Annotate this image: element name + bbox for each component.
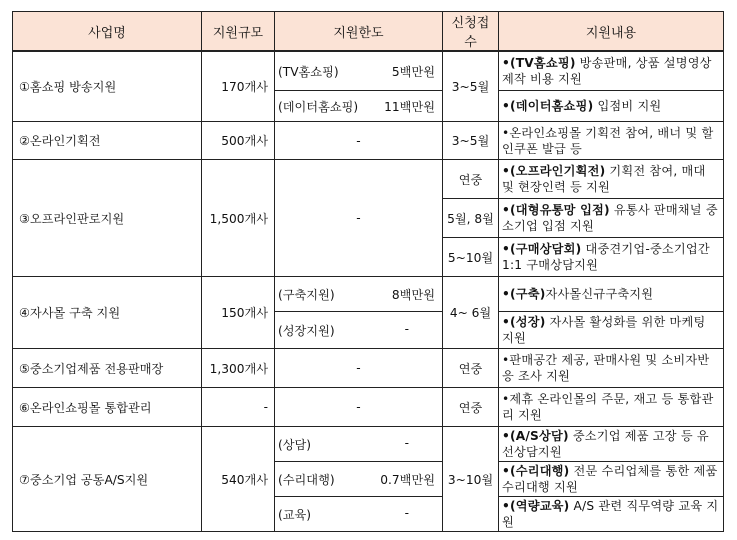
application-period: 3~5월 — [443, 51, 499, 122]
application-period: 연중 — [443, 349, 499, 388]
limit-amount: 0.7백만원 — [380, 472, 435, 487]
limit-type: (성장지원) — [278, 323, 335, 338]
content-cell — [499, 160, 724, 199]
limit-amount: - — [404, 321, 409, 336]
content-text: 기획전 참여, 매대 및 현장인력 등 지원 — [502, 164, 706, 194]
program-scale: - — [202, 388, 275, 427]
table-row — [13, 122, 724, 160]
content-text: 자사몰 활성화를 위한 마케팅 지원 — [502, 315, 706, 345]
content-label: •(수리대행) — [502, 464, 570, 478]
limit-type: (교육) — [278, 507, 312, 522]
content-text: 대중견기업-중소기업간1:1 구매상담지원 — [502, 242, 710, 272]
content-cell — [499, 349, 724, 388]
limit-amount: 11백만원 — [384, 99, 435, 114]
content-text: 자사몰신규구축지원 — [545, 287, 654, 301]
program-name: ①홈쇼핑 방송지원 — [13, 51, 202, 122]
program-scale: 150개사 — [202, 277, 275, 349]
content-label: •(오프라인기획전) — [502, 164, 606, 178]
table-row — [13, 388, 724, 427]
content-cell — [499, 51, 724, 91]
table-row — [13, 427, 724, 462]
table-row — [13, 51, 724, 91]
header-program-name: 사업명 — [13, 12, 202, 52]
program-name: ⑤중소기업제품 전용판매장 — [13, 349, 202, 388]
limit-amount: - — [404, 505, 409, 520]
program-name: ⑦중소기업 공동A/S지원 — [13, 427, 202, 532]
limit-cell — [275, 91, 443, 122]
content-text: 입점비 지원 — [593, 99, 662, 113]
limit-cell: - — [275, 388, 443, 427]
limit-cell — [275, 312, 443, 349]
content-cell — [499, 497, 724, 532]
program-scale: 170개사 — [202, 51, 275, 122]
header-application: 신청접수 — [443, 12, 499, 52]
limit-cell — [275, 462, 443, 497]
content-label: •(구축) — [502, 287, 546, 301]
program-scale: 500개사 — [202, 122, 275, 160]
header-row — [13, 12, 724, 52]
content-text: •제휴 온라인몰의 주문, 재고 등 통합관리 지원 — [502, 392, 714, 422]
application-period: 4~ 6월 — [443, 277, 499, 349]
application-period: 5~10월 — [443, 238, 499, 277]
limit-cell: - — [275, 122, 443, 160]
application-period: 연중 — [443, 160, 499, 199]
content-text: 중소기업 제품 고장 등 유선상담지원 — [502, 429, 709, 459]
content-text: A/S 관련 직무역량 교육 지원 — [502, 499, 719, 529]
program-scale: 540개사 — [202, 427, 275, 532]
limit-cell: - — [275, 349, 443, 388]
content-label: •(구매상담회) — [502, 242, 582, 256]
application-period: 5월, 8월 — [443, 199, 499, 238]
content-cell — [499, 427, 724, 462]
content-cell — [499, 199, 724, 238]
content-label: •(A/S상담) — [502, 429, 569, 443]
limit-amount: - — [404, 435, 409, 450]
content-text: •온라인쇼핑몰 기획전 참여, 배너 및 할인쿠폰 발급 등 — [502, 125, 714, 156]
table-row — [13, 160, 724, 199]
limit-cell — [275, 427, 443, 462]
content-text: 방송판매, 상품 설명영상 제작 비용 지원 — [502, 56, 712, 86]
limit-cell: - — [275, 160, 443, 277]
limit-type: (상담) — [278, 437, 312, 452]
header-scale: 지원규모 — [202, 12, 275, 52]
header-content: 지원내용 — [499, 12, 724, 52]
content-cell — [499, 312, 724, 349]
table-row — [13, 349, 724, 388]
application-period: 연중 — [443, 388, 499, 427]
program-name: ②온라인기획전 — [13, 122, 202, 160]
program-scale: 1,300개사 — [202, 349, 275, 388]
limit-type: (데이터홈쇼핑) — [278, 99, 359, 114]
content-cell — [499, 91, 724, 122]
limit-cell — [275, 497, 443, 532]
limit-type: (TV홈쇼핑) — [278, 64, 339, 79]
limit-type: (구축지원) — [278, 287, 335, 302]
content-label: •(성장) — [502, 315, 546, 329]
content-cell — [499, 238, 724, 277]
content-cell — [499, 462, 724, 497]
content-label: •(데이터홈쇼핑) — [502, 99, 594, 113]
limit-cell — [275, 277, 443, 312]
content-cell — [499, 388, 724, 427]
limit-cell — [275, 51, 443, 91]
content-label: •(역량교육) — [502, 499, 570, 513]
content-cell — [499, 277, 724, 312]
application-period: 3~10월 — [443, 427, 499, 532]
content-text: •판매공간 제공, 판매사원 및 소비자반응 조사 지원 — [502, 353, 710, 383]
limit-amount: 5백만원 — [391, 64, 435, 79]
limit-amount: 8백만원 — [391, 287, 435, 302]
support-program-table — [12, 11, 724, 532]
program-name: ⑥온라인쇼핑몰 통합관리 — [13, 388, 202, 427]
program-name: ④자사몰 구축 지원 — [13, 277, 202, 349]
application-period: 3~5월 — [443, 122, 499, 160]
content-label: •(TV홈쇼핑) — [502, 56, 576, 70]
limit-type: (수리대행) — [278, 472, 335, 487]
content-label: •(대형유통망 입점) — [502, 203, 610, 217]
program-scale: 1,500개사 — [202, 160, 275, 277]
content-cell — [499, 122, 724, 160]
header-limit: 지원한도 — [275, 12, 443, 52]
content-text: 전문 수리업체를 통한 제품 수리대행 지원 — [502, 464, 718, 494]
table-row — [13, 277, 724, 312]
program-name: ③오프라인판로지원 — [13, 160, 202, 277]
content-text: 유통사 판매채널 중소기업 입점 지원 — [502, 203, 718, 233]
